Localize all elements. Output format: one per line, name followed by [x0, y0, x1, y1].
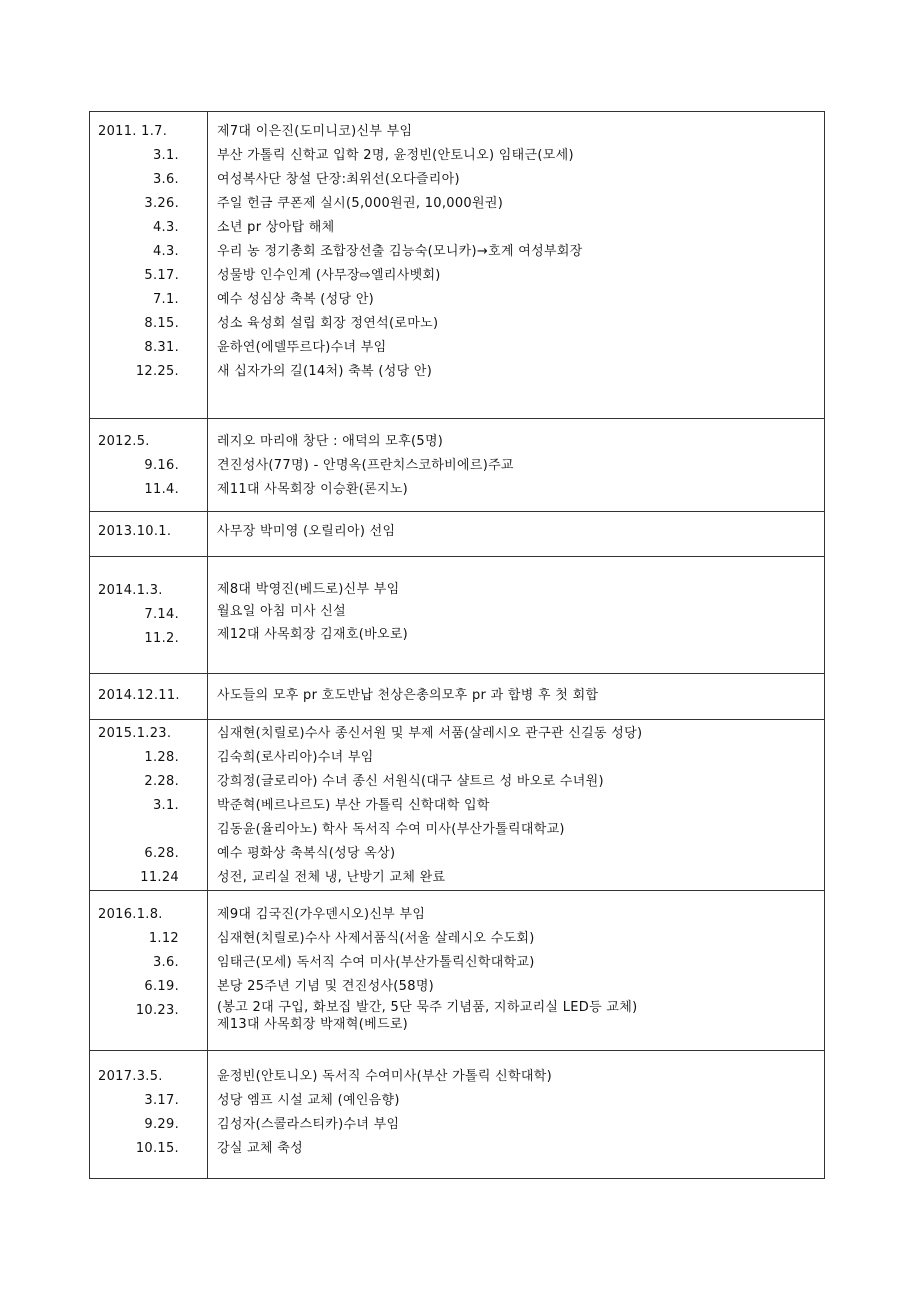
date-text: 10.23.: [135, 1003, 179, 1018]
date-text: 7.1.: [152, 292, 179, 307]
event-cell: [208, 720, 825, 891]
date-text: 6.28.: [144, 846, 179, 861]
section-row: [90, 557, 825, 674]
date-text: 6.19.: [144, 979, 179, 994]
date-text: 4.3.: [152, 244, 179, 259]
date-text: 3.1.: [152, 148, 179, 163]
event-text: 성소 육성회 설립 회장 정연석(로마노): [217, 316, 439, 331]
date-cell: [90, 512, 208, 557]
date-cell: [90, 720, 208, 891]
section-row: [90, 720, 825, 891]
section-row: [90, 1051, 825, 1179]
event-text: 김동윤(율리아노) 학사 독서직 수여 미사(부산가톨릭대학교): [217, 822, 565, 837]
event-text: 제12대 사목회장 김재호(바오로): [217, 627, 409, 642]
section-row: [90, 112, 825, 419]
date-text: 3.6.: [152, 172, 179, 187]
section-row: [90, 419, 825, 512]
date-text: 7.14.: [144, 607, 179, 622]
event-text: 사도들의 모후 pr 호도반납 천상은총의모후 pr 과 합병 후 첫 회합: [217, 688, 599, 703]
date-text: 1.28.: [144, 750, 179, 765]
event-cell: [208, 891, 825, 1051]
event-text: 김숙희(로사리아)수녀 부임: [217, 750, 374, 765]
date-text: 2013.10.1.: [98, 524, 172, 539]
event-text: 견진성사(77명) - 안명옥(프란치스코하비에르)주교: [217, 458, 514, 473]
event-cell: [208, 557, 825, 674]
event-text: (봉고 2대 구입, 화보집 발간, 5단 묵주 기념품, 지하교리실 LED등 교체): [217, 1000, 638, 1015]
event-cell: [208, 419, 825, 512]
date-text: 2017.3.5.: [98, 1069, 163, 1084]
date-text: 2014.12.11.: [98, 688, 180, 703]
date-text: 4.3.: [152, 220, 179, 235]
date-cell: [90, 891, 208, 1051]
event-text: 제11대 사목회장 이승환(론지노): [217, 482, 409, 497]
section-row: [90, 512, 825, 557]
event-text: 레지오 마리애 창단 : 애덕의 모후(5명): [217, 434, 444, 449]
event-text: 성당 엠프 시설 교체 (예인음향): [217, 1093, 400, 1108]
date-text: 9.16.: [144, 458, 179, 473]
date-text: 2011. 1.7.: [98, 124, 168, 139]
date-text: 2012.5.: [98, 434, 150, 449]
event-text: 심재현(치릴로)수사 사제서품식(서울 살레시오 수도회): [217, 931, 535, 946]
event-text: 강희정(글로리아) 수녀 종신 서원식(대구 샬트르 성 바오로 수녀원): [217, 774, 604, 789]
event-text: 본당 25주년 기념 및 견진성사(58명): [217, 979, 435, 994]
date-text: 8.15.: [144, 316, 179, 331]
section-row: [90, 891, 825, 1051]
event-text: 윤하연(에델뚜르다)수녀 부임: [217, 340, 387, 355]
event-text: 제7대 이은진(도미니코)신부 부임: [217, 124, 413, 139]
date-text: 3.26.: [144, 196, 179, 211]
event-text: 사무장 박미영 (오릴리아) 선임: [217, 524, 396, 539]
date-text: 9.29.: [144, 1117, 179, 1132]
date-text: 2015.1.23.: [98, 726, 172, 741]
date-cell: [90, 112, 208, 419]
date-cell: [90, 419, 208, 512]
date-text: 11.2.: [144, 631, 179, 646]
event-text: 우리 농 정기총회 조합장선출 김능숙(모니카)→호계 여성부회장: [217, 244, 583, 259]
date-text: 8.31.: [144, 340, 179, 355]
event-text: 새 십자가의 길(14처) 축복 (성당 안): [217, 364, 433, 379]
history-table: [89, 111, 825, 1179]
date-text: 12.25.: [135, 364, 179, 379]
event-text: 김성자(스콜라스티카)수녀 부임: [217, 1117, 400, 1132]
event-text: 심재현(치릴로)수사 종신서원 및 부제 서품(살레시오 관구관 신길동 성당): [217, 726, 643, 741]
event-text: 주일 헌금 쿠폰제 실시(5,000원권, 10,000원권): [217, 196, 504, 211]
event-text: 여성복사단 창설 단장:최위선(오다즐리아): [217, 172, 460, 187]
date-text: 3.6.: [152, 955, 179, 970]
event-text: 성물방 인수인계 (사무장⇨엘리사벳회): [217, 268, 441, 283]
event-text: 윤정빈(안토니오) 독서직 수여미사(부산 가톨릭 신학대학): [217, 1069, 552, 1084]
event-text: 강실 교체 축성: [217, 1141, 304, 1156]
event-text: 부산 가톨릭 신학교 입학 2명, 윤정빈(안토니오) 임태근(모세): [217, 148, 574, 163]
date-text: 3.1.: [152, 798, 179, 813]
date-text: 2.28.: [144, 774, 179, 789]
event-cell: [208, 112, 825, 419]
date-text: 3.17.: [144, 1093, 179, 1108]
date-text: 2014.1.3.: [98, 583, 163, 598]
event-text: 박준혁(베르나르도) 부산 가톨릭 신학대학 입학: [217, 798, 490, 813]
event-text: 임태근(모세) 독서직 수여 미사(부산가톨릭신학대학교): [217, 955, 535, 970]
date-text: 11.24: [140, 870, 179, 885]
date-text: 5.17.: [144, 268, 179, 283]
event-text: 소년 pr 상아탑 해체: [217, 220, 335, 235]
date-text: 2016.1.8.: [98, 907, 163, 922]
date-cell: [90, 674, 208, 720]
date-text: 10.15.: [135, 1141, 179, 1156]
event-text: 월요일 아침 미사 신설: [217, 604, 347, 619]
event-cell: [208, 674, 825, 720]
event-cell: [208, 1051, 825, 1179]
date-text: 1.12: [148, 931, 179, 946]
section-row: [90, 674, 825, 720]
date-cell: [90, 1051, 208, 1179]
event-text: 제8대 박영진(베드로)신부 부임: [217, 582, 400, 597]
date-text: 11.4.: [144, 482, 179, 497]
event-text: 성전, 교리실 전체 냉, 난방기 교체 완료: [217, 870, 446, 885]
date-cell: [90, 557, 208, 674]
event-text: 예수 성심상 축복 (성당 안): [217, 292, 375, 307]
event-text: 제9대 김국진(가우덴시오)신부 부임: [217, 907, 426, 922]
event-cell: [208, 512, 825, 557]
event-text: 예수 평화상 축복식(성당 옥상): [217, 846, 396, 861]
date-text: [90, 818, 207, 842]
event-text: 제13대 사목회장 박재혁(베드로): [217, 1017, 409, 1032]
